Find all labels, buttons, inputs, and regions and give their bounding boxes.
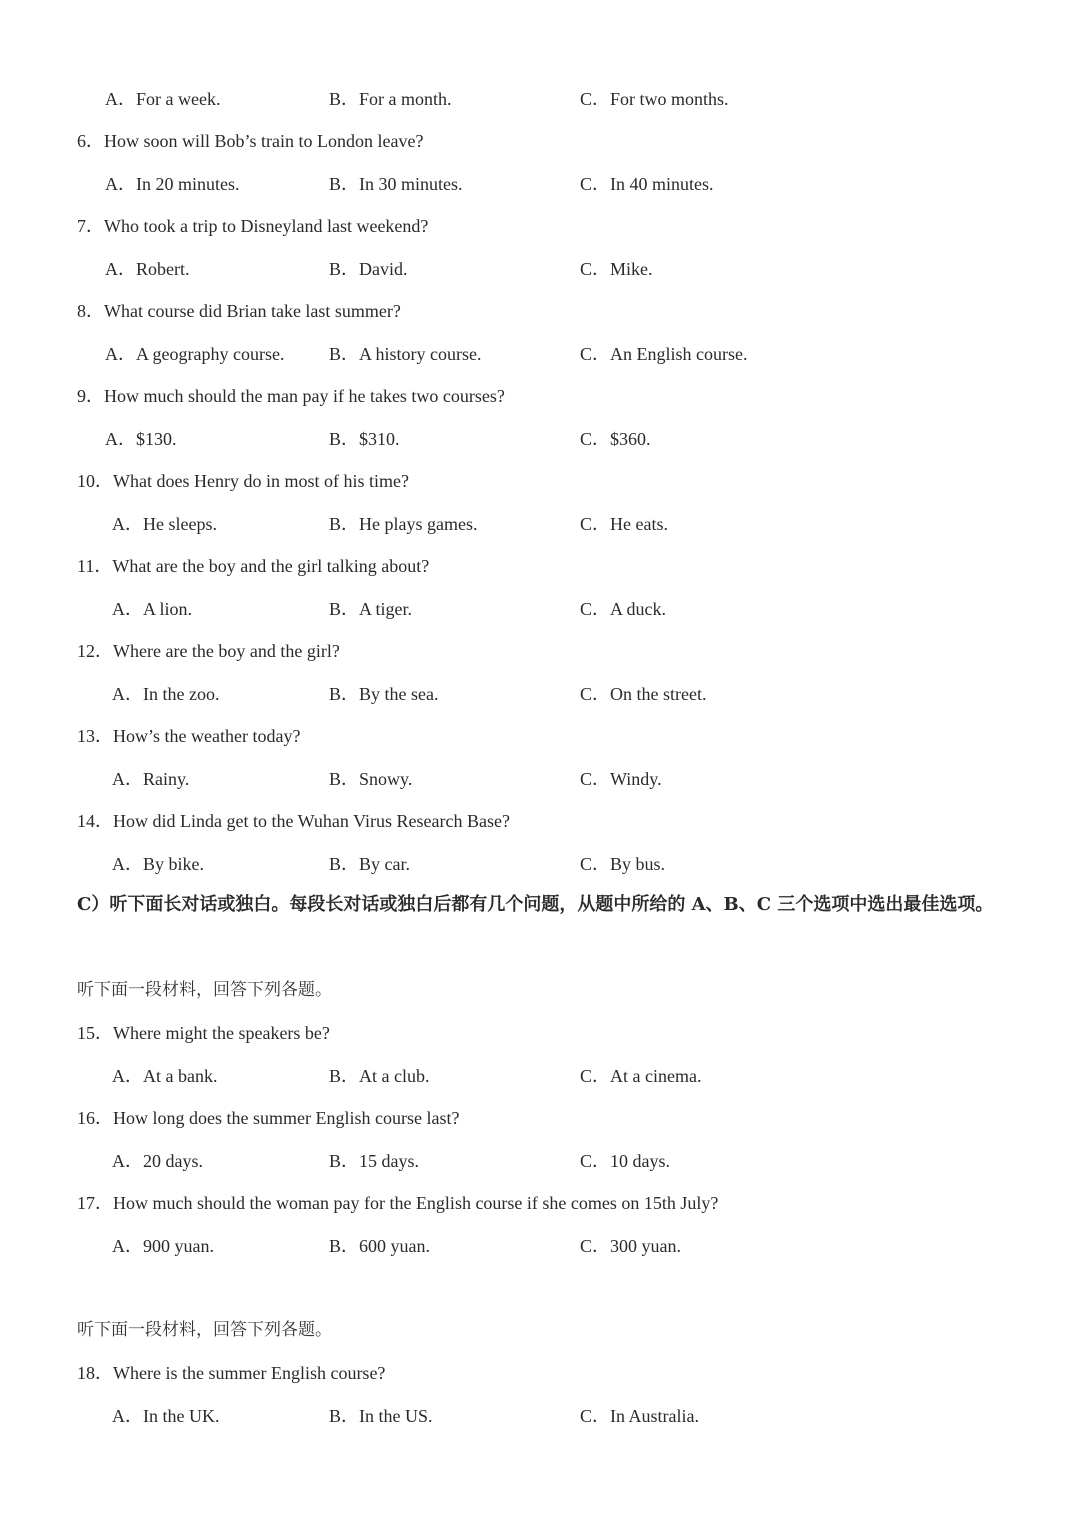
option-c: C．$360. bbox=[580, 429, 651, 449]
option-a: A．20 days. bbox=[112, 1151, 203, 1171]
question-text: 11．What are the boy and the girl talking about? bbox=[77, 556, 430, 576]
option-b: B．For a month. bbox=[329, 89, 452, 109]
question-line bbox=[0, 211, 1080, 241]
option-a: A．In the UK. bbox=[112, 1406, 220, 1426]
instruction-text: 听下面一段材料，回答下列各题。 bbox=[77, 980, 332, 1000]
options-row bbox=[0, 764, 1080, 794]
options-row bbox=[0, 594, 1080, 624]
option-a: A．Rainy. bbox=[112, 769, 190, 789]
instruction-line bbox=[0, 1315, 1080, 1345]
option-b: B．600 yuan. bbox=[329, 1236, 430, 1256]
question-text: 13．How’s the weather today? bbox=[77, 726, 301, 746]
option-c: C．Windy. bbox=[580, 769, 662, 789]
option-b: B．In the US. bbox=[329, 1406, 433, 1426]
question-text: 6．How soon will Bob’s train to London leave? bbox=[77, 131, 424, 151]
question-line bbox=[0, 296, 1080, 326]
options-row bbox=[0, 339, 1080, 369]
option-c: C．By bus. bbox=[580, 854, 666, 874]
question-line bbox=[0, 551, 1080, 581]
option-c: C．In 40 minutes. bbox=[580, 174, 714, 194]
option-c: C．In Australia. bbox=[580, 1406, 699, 1426]
option-a: A．For a week. bbox=[105, 89, 221, 109]
option-b: B．By the sea. bbox=[329, 684, 439, 704]
option-c: C．He eats. bbox=[580, 514, 668, 534]
option-a: A．By bike. bbox=[112, 854, 204, 874]
option-c: C．For two months. bbox=[580, 89, 729, 109]
question-line bbox=[0, 1018, 1080, 1048]
question-text: 9．How much should the man pay if he takes two courses? bbox=[77, 386, 505, 406]
option-c: C．A duck. bbox=[580, 599, 667, 619]
option-b: B．15 days. bbox=[329, 1151, 419, 1171]
option-a: A．In 20 minutes. bbox=[105, 174, 240, 194]
option-b: B．A history course. bbox=[329, 344, 482, 364]
question-text: 8．What course did Brian take last summer? bbox=[77, 301, 401, 321]
options-row bbox=[0, 849, 1080, 879]
option-b: B．A tiger. bbox=[329, 599, 413, 619]
question-line bbox=[0, 381, 1080, 411]
question-text: 16．How long does the summer English course last? bbox=[77, 1108, 460, 1128]
question-line bbox=[0, 126, 1080, 156]
option-c: C．On the street. bbox=[580, 684, 707, 704]
question-text: 7．Who took a trip to Disneyland last weekend? bbox=[77, 216, 429, 236]
option-a: A．In the zoo. bbox=[112, 684, 220, 704]
options-row bbox=[0, 424, 1080, 454]
option-a: A．900 yuan. bbox=[112, 1236, 214, 1256]
option-b: B．Snowy. bbox=[329, 769, 413, 789]
option-a: A．Robert. bbox=[105, 259, 190, 279]
question-text: 18．Where is the summer English course? bbox=[77, 1363, 386, 1383]
option-a: A．At a bank. bbox=[112, 1066, 218, 1086]
question-line bbox=[0, 1358, 1080, 1388]
option-b: B．David. bbox=[329, 259, 408, 279]
instruction-line bbox=[0, 975, 1080, 1005]
question-text: 15．Where might the speakers be? bbox=[77, 1023, 330, 1043]
question-text: 12．Where are the boy and the girl? bbox=[77, 641, 340, 661]
option-b: B．By car. bbox=[329, 854, 410, 874]
options-row bbox=[0, 1146, 1080, 1176]
options-row bbox=[0, 1061, 1080, 1091]
question-text: 17．How much should the woman pay for the English course if she comes on 15th July? bbox=[77, 1193, 719, 1213]
options-row bbox=[0, 1401, 1080, 1431]
instruction-text: 听下面一段材料，回答下列各题。 bbox=[77, 1320, 332, 1340]
option-b: B．At a club. bbox=[329, 1066, 430, 1086]
option-b: B．In 30 minutes. bbox=[329, 174, 463, 194]
question-line bbox=[0, 1188, 1080, 1218]
options-row bbox=[0, 679, 1080, 709]
option-c: C．10 days. bbox=[580, 1151, 670, 1171]
question-line bbox=[0, 721, 1080, 751]
option-c: C．An English course. bbox=[580, 344, 748, 364]
options-row bbox=[0, 1231, 1080, 1261]
options-row bbox=[0, 254, 1080, 284]
option-a: A．A lion. bbox=[112, 599, 193, 619]
option-c: C．300 yuan. bbox=[580, 1236, 681, 1256]
question-text: 10．What does Henry do in most of his time? bbox=[77, 471, 409, 491]
options-row bbox=[0, 169, 1080, 199]
question-line bbox=[0, 466, 1080, 496]
option-c: C．At a cinema. bbox=[580, 1066, 702, 1086]
options-row bbox=[0, 84, 1080, 114]
option-a: A．He sleeps. bbox=[112, 514, 217, 534]
option-a: A．$130. bbox=[105, 429, 177, 449]
question-line bbox=[0, 636, 1080, 666]
option-c: C．Mike. bbox=[580, 259, 653, 279]
option-a: A．A geography course. bbox=[105, 344, 285, 364]
option-b: B．$310. bbox=[329, 429, 400, 449]
option-b: B．He plays games. bbox=[329, 514, 478, 534]
question-text: 14．How did Linda get to the Wuhan Virus Research Base? bbox=[77, 811, 510, 831]
options-row bbox=[0, 509, 1080, 539]
question-line bbox=[0, 806, 1080, 836]
section-heading: C）听下面长对话或独白。每段长对话或独白后都有几个问题，从题中所给的 A、B、C 三个选项中选出最佳选项。 bbox=[77, 894, 994, 915]
question-line bbox=[0, 1103, 1080, 1133]
